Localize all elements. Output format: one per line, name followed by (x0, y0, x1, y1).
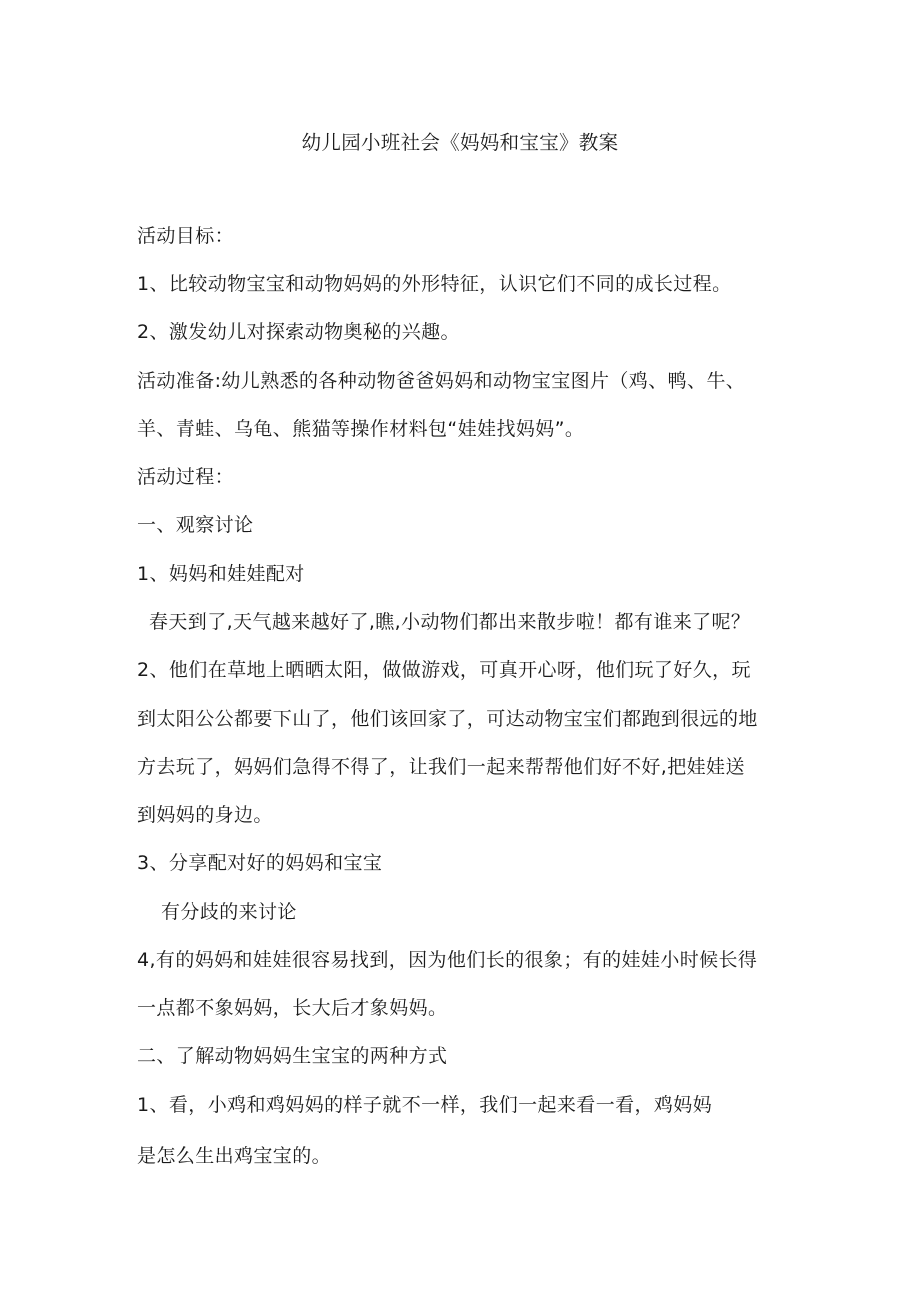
paragraph-line: 一点都不象妈妈，长大后才象妈妈。 (137, 997, 448, 1019)
paragraph-line: 春天到了,天气越来越好了,瞧,小动物们都出来散步啦！都有谁来了呢？ (149, 611, 751, 633)
paragraph-line: 活动准备:幼儿熟悉的各种动物爸爸妈妈和动物宝宝图片（鸡、鸭、牛、 (137, 370, 746, 392)
section-heading-observe: 一、观察讨论 (137, 514, 254, 536)
subheading-share: 3、分享配对好的妈妈和宝宝 (137, 852, 383, 874)
document-title: 幼儿园小班社会《妈妈和宝宝》教案 (301, 131, 619, 154)
paragraph-line: 2、他们在草地上晒晒太阳，做做游戏，可真开心呀，他们玩了好久，玩 (137, 659, 751, 681)
paragraph-line: 到太阳公公都要下山了，他们该回家了，可达动物宝宝们都跑到很远的地 (137, 708, 758, 730)
section-heading-goals: 活动目标： (137, 225, 235, 247)
paragraph-line: 羊、青蛙、乌龟、熊猫等操作材料包“娃娃找妈妈”。 (137, 418, 585, 440)
section-heading-birth: 二、了解动物妈妈生宝宝的两种方式 (137, 1045, 448, 1067)
paragraph-line: 4,有的妈妈和娃娃很容易找到，因为他们长的很象；有的娃娃小时候长得 (137, 949, 758, 971)
paragraph-line: 1、看，小鸡和鸡妈妈的样子就不一样，我们一起来看一看，鸡妈妈 (137, 1094, 713, 1116)
subheading-pairing: 1、妈妈和娃娃配对 (137, 563, 305, 585)
paragraph-line: 到妈妈的身边。 (137, 804, 273, 826)
section-heading-process: 活动过程： (137, 466, 235, 488)
paragraph-line: 方去玩了，妈妈们急得不得了，让我们一起来帮帮他们好不好,把娃娃送 (137, 756, 745, 778)
paragraph-line: 2、激发幼儿对探索动物奥秘的兴趣。 (137, 321, 460, 343)
paragraph-line: 1、比较动物宝宝和动物妈妈的外形特征，认识它们不同的成长过程。 (137, 273, 732, 295)
paragraph-line: 是怎么生出鸡宝宝的。 (137, 1145, 332, 1167)
paragraph-line: 有分歧的来讨论 (161, 901, 297, 923)
